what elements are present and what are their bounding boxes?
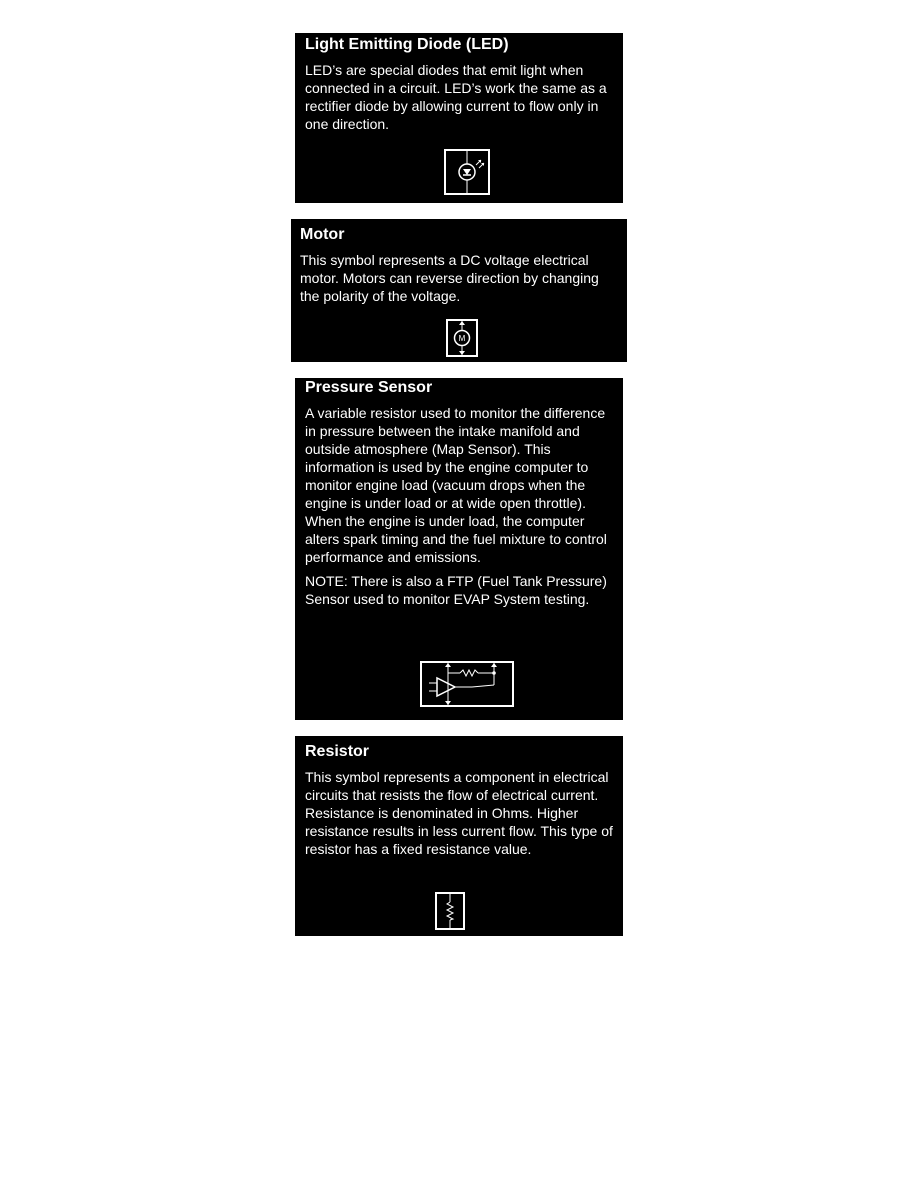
motor-symbol-label: M [458,334,466,343]
led-symbol-icon [444,149,490,195]
pressure-description: A variable resistor used to monitor the difference in pressure between the intake manifold and outside atmosphere (Map Sensor). This information is used by the engine computer to monitor engine load (vacuum drops when the engine is under load or at wide open throttle). When the engine is under load, the computer alters spark timing and the fuel mixture to control performance and emissions. [305,405,607,565]
pressure-sensor-symbol-icon [420,661,514,707]
led-description: LED’s are special diodes that emit light when connected in a circuit. LED’s work the same as a rectifier diode by allowing current to flow only in one direction. [305,62,607,132]
resistor-title: Resistor [305,743,370,760]
pressure-title: Pressure Sensor [305,379,433,396]
led-title: Light Emitting Diode (LED) [305,36,509,53]
motor-card [291,219,627,362]
motor-description: This symbol represents a DC voltage electrical motor. Motors can reverse direction by changing the polarity of the voltage. [300,252,599,304]
resistor-card [295,736,623,936]
pressure-note: NOTE: There is also a FTP (Fuel Tank Pressure) Sensor used to monitor EVAP System testing. [305,573,607,607]
pressure-sensor-card [295,378,623,720]
led-card [295,33,623,203]
resistor-description: This symbol represents a component in electrical circuits that resists the flow of electrical current. Resistance is denominated in Ohms. Higher resistance results in less current flow. This type of resistor has a fixed resistance value. [305,769,613,857]
motor-title: Motor [300,226,345,243]
resistor-symbol-icon [435,892,465,930]
motor-symbol-icon [446,319,478,357]
